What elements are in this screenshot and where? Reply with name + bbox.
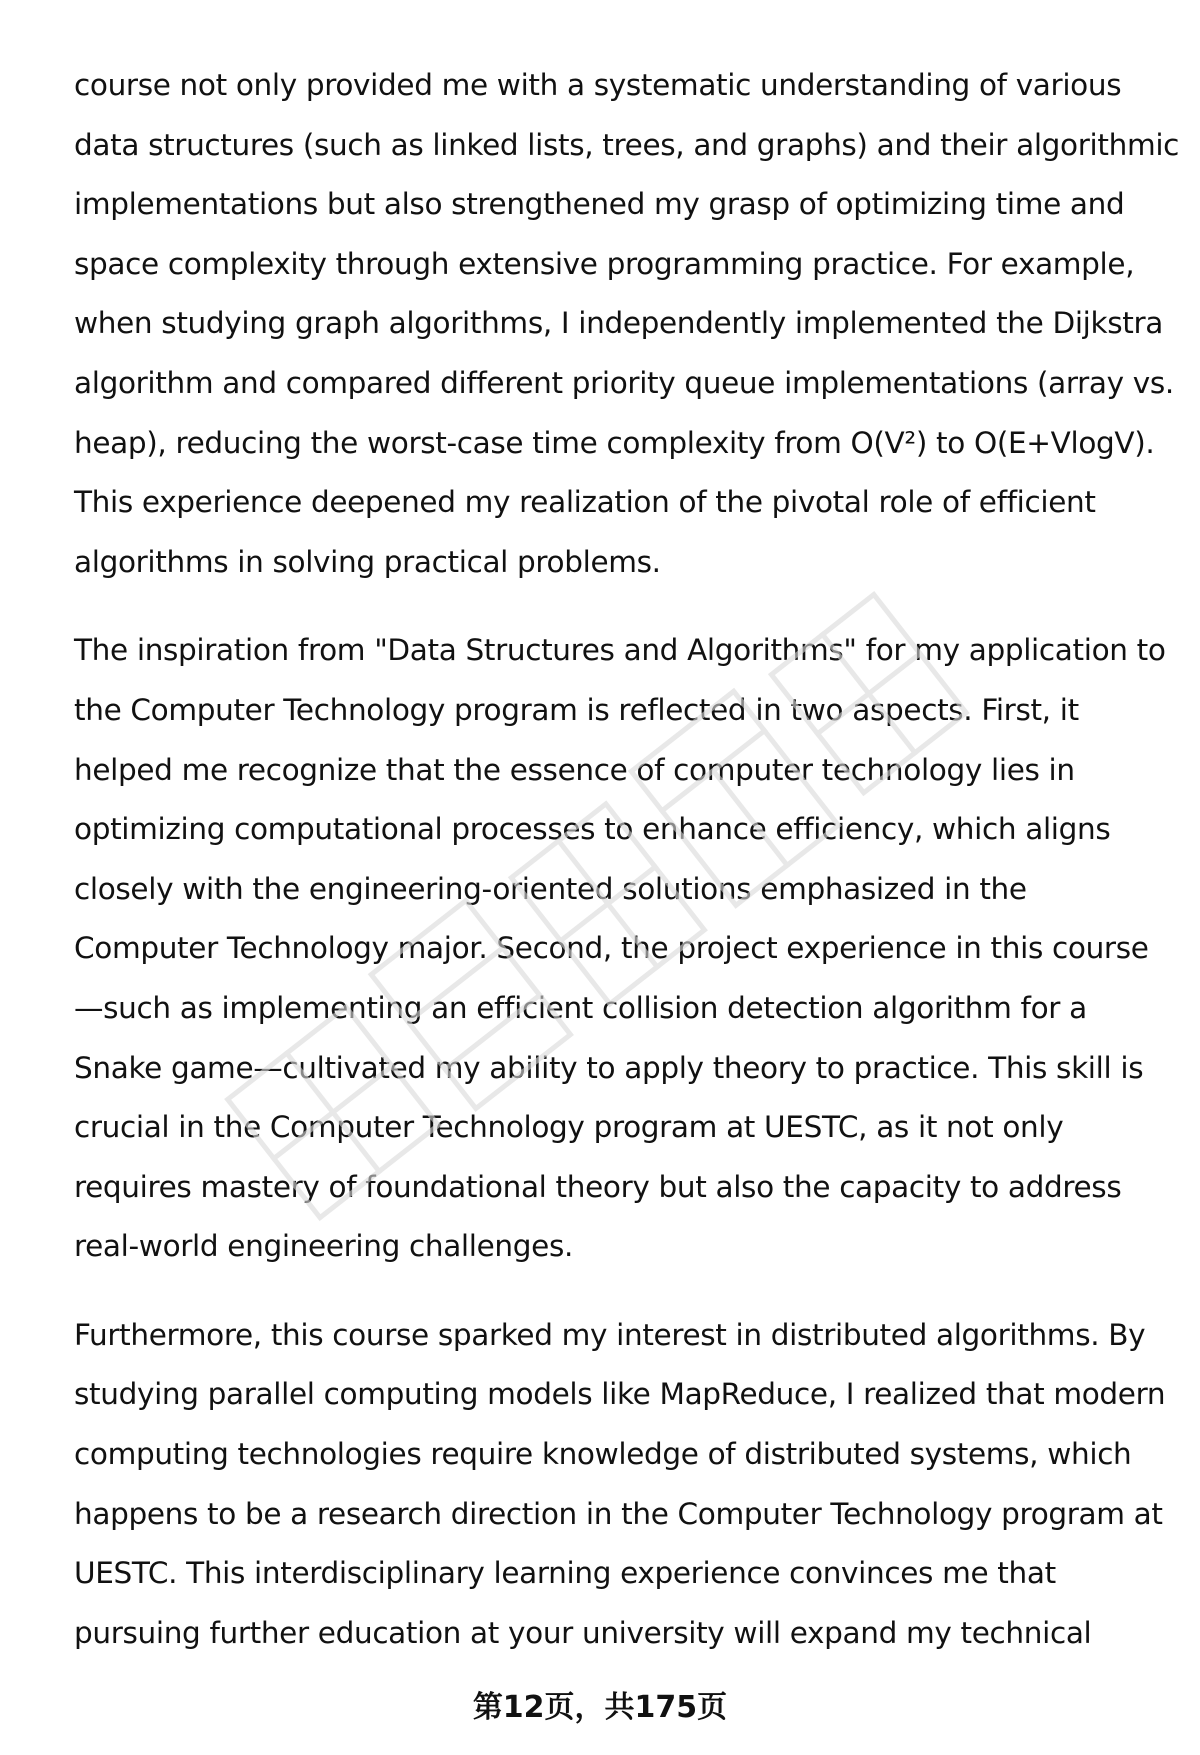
text-line: course not only provided me with a systematic understanding of various [74,68,1122,102]
text-line: space complexity through extensive programming practice. For example, [74,246,1135,281]
text-line: data structures (such as linked lists, trees, and graphs) and their algorithmic [74,127,1180,162]
page-number-footer: 第12页，共175页 [472,1690,728,1725]
text-line: algorithms in solving practical problems. [74,544,661,579]
text-line: optimizing computational processes to enhance efficiency, which aligns [74,812,1111,847]
text-line: computing technologies require knowledge of distributed systems, which [74,1437,1132,1472]
text-line: This experience deepened my realization of the pivotal role of efficient [74,485,1096,520]
text-line: The inspiration from "Data Structures and Algorithms" for my application to [74,633,1166,668]
paragraph-3 [74,1306,1164,1664]
paragraph-1 [74,56,1180,592]
text-line: algorithm and compared different priority queue implementations (array vs. [74,365,1174,400]
text-line: real-world engineering challenges. [74,1229,573,1264]
text-line: helped me recognize that the essence of computer technology lies in [74,752,1075,787]
text-line: pursuing further education at your university will expand my technical [74,1615,1092,1650]
text-line: when studying graph algorithms, I independently implemented the Dijkstra [74,306,1164,341]
text-line: heap), reducing the worst-case time complexity from O(V²) to O(E+VlogV). [74,425,1155,460]
text-line: —such as implementing an efficient collision detection algorithm for a [74,990,1087,1025]
text-line: Furthermore, this course sparked my interest in distributed algorithms. By [74,1317,1146,1352]
text-line: the Computer Technology program is reflected in two aspects. First, it [74,692,1079,727]
text-line: UESTC. This interdisciplinary learning experience convinces me that [74,1556,1056,1591]
text-line: Computer Technology major. Second, the project experience in this course [74,931,1149,966]
text-line: requires mastery of foundational theory but also the capacity to address [74,1169,1122,1204]
text-line: crucial in the Computer Technology program at UESTC, as it not only [74,1110,1064,1145]
text-line: implementations but also strengthened my grasp of optimizing time and [74,187,1125,222]
document-body [74,56,1180,1663]
text-line: happens to be a research direction in the Computer Technology program at [74,1496,1163,1531]
text-line: Snake game—cultivated my ability to apply theory to practice. This skill is [74,1050,1144,1085]
text-line: closely with the engineering-oriented solutions emphasized in the [74,871,1027,906]
paragraph-2 [74,621,1164,1277]
text-line: studying parallel computing models like MapReduce, I realized that modern [74,1377,1166,1412]
